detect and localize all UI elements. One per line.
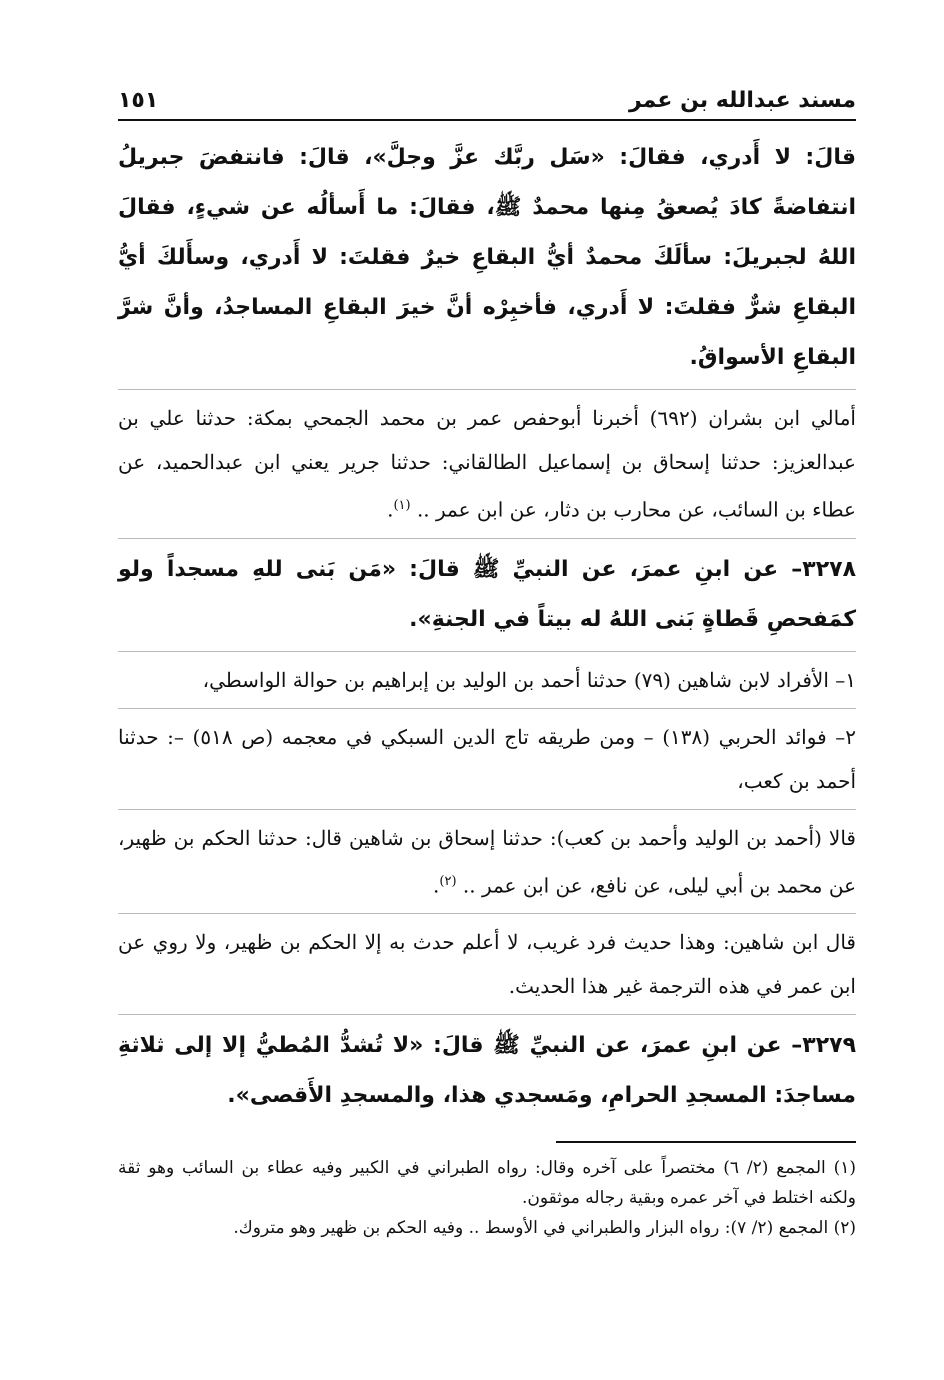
running-header — [118, 88, 856, 121]
footnote-separator — [556, 1141, 856, 1143]
isnad-paragraph: قالا (أحمد بن الوليد وأحمد بن كعب): حدثنا إسحاق بن شاهين قال: حدثنا الحكم بن ظهير، عن محمد بن أبي ليلى، عن نافع، عن ابن عمر .. $^{(٢)}$. — [118, 825, 856, 898]
footnote-1: (١) المجمع (٢/ ٦) مختصراً على آخره وقال: رواه الطبراني في الكبير وفيه عطاء بن السائب وهو ثقة ولكنه اختلط في آخر عمره وبقية رجاله موثقون. — [118, 1158, 856, 1209]
section-divider — [118, 809, 856, 810]
footnotes — [118, 1153, 856, 1243]
section-divider — [118, 913, 856, 914]
main-text — [118, 133, 856, 1121]
page-number: ١٥١ — [118, 88, 159, 113]
takhrij-paragraph: أمالي ابن بشران (٦٩٢) أخبرنا أبوحفص عمر بن محمد الجمحي بمكة: حدثنا علي بن عبدالعزيز: حدثنا إسحاق بن إسماعيل الطالقاني: حدثنا جرير يعني ابن عبدالحميد، عن عطاء بن السائب، عن محارب بن دثار، عن ابن عمر .. $^{(١)}$. — [118, 406, 856, 522]
source-item-1: ١– الأفراد لابن شاهين (٧٩) حدثنا أحمد بن الوليد بن إبراهيم بن حوالة الواسطي، — [202, 667, 856, 692]
source-item-2: ٢– فوائد الحربي (١٣٨) – ومن طريقه تاج الدين السبكي في معجمه (ص ٥١٨) –: حدثنا أحمد بن كعب، — [118, 724, 856, 793]
section-divider — [118, 1014, 856, 1015]
hadith-3279: ٣٢٧٩– عن ابنِ عمرَ، عن النبيِّ ﷺ قالَ: «لا تُشدُّ المُطيُّ إلا إلى ثلاثةِ مساجدَ: المسجدِ الحرامِ، ومَسجدي هذا، والمسجدِ الأَقصى». — [118, 1033, 856, 1109]
footnote-2: (٢) المجمع (٢/ ٧): رواه البزار والطبراني في الأوسط .. وفيه الحكم بن ظهير وهو متروك. — [233, 1218, 856, 1239]
footnote-ref-1: (١) — [393, 498, 411, 513]
section-divider — [118, 389, 856, 390]
section-divider — [118, 708, 856, 709]
hadith-3278: ٣٢٧٨– عن ابنِ عمرَ، عن النبيِّ ﷺ قالَ: «مَن بَنى للهِ مسجداً ولو كمَفحصِ قَطاةٍ بَنى اللهُ له بيتاً في الجنةِ». — [118, 556, 856, 632]
section-divider — [118, 538, 856, 539]
commentary-paragraph: قال ابن شاهين: وهذا حديث فرد غريب، لا أعلم حدث به إلا الحكم بن ظهير، ولا روي عن ابن عمر في هذه الترجمة غير هذا الحديث. — [118, 930, 856, 999]
book-page — [118, 88, 856, 1340]
running-title: مسند عبدالله بن عمر — [628, 88, 856, 113]
footnote-ref-2: (٢) — [439, 873, 457, 889]
section-divider — [118, 651, 856, 652]
hadith-continuation: قالَ: لا أَدري، فقالَ: «سَل ربَّك عزَّ وجلَّ»، قالَ: فانتفضَ جبريلُ انتفاضةً كادَ يُصعقُ مِنها محمدٌ ﷺ، فقالَ: ما أَسألُه عن شيءٍ، فقالَ اللهُ لجبريلَ: سألَكَ محمدٌ أيُّ البقاعِ خيرٌ فقلتَ: لا أَدري، وسأَلكَ أيُّ البقاعِ شرٌّ فقلتَ: لا أَدري، فأخبِرْه أنَّ خيرَ البقاعِ المساجدُ، وأنَّ شرَّ البقاعِ الأسواقُ. — [118, 145, 856, 370]
